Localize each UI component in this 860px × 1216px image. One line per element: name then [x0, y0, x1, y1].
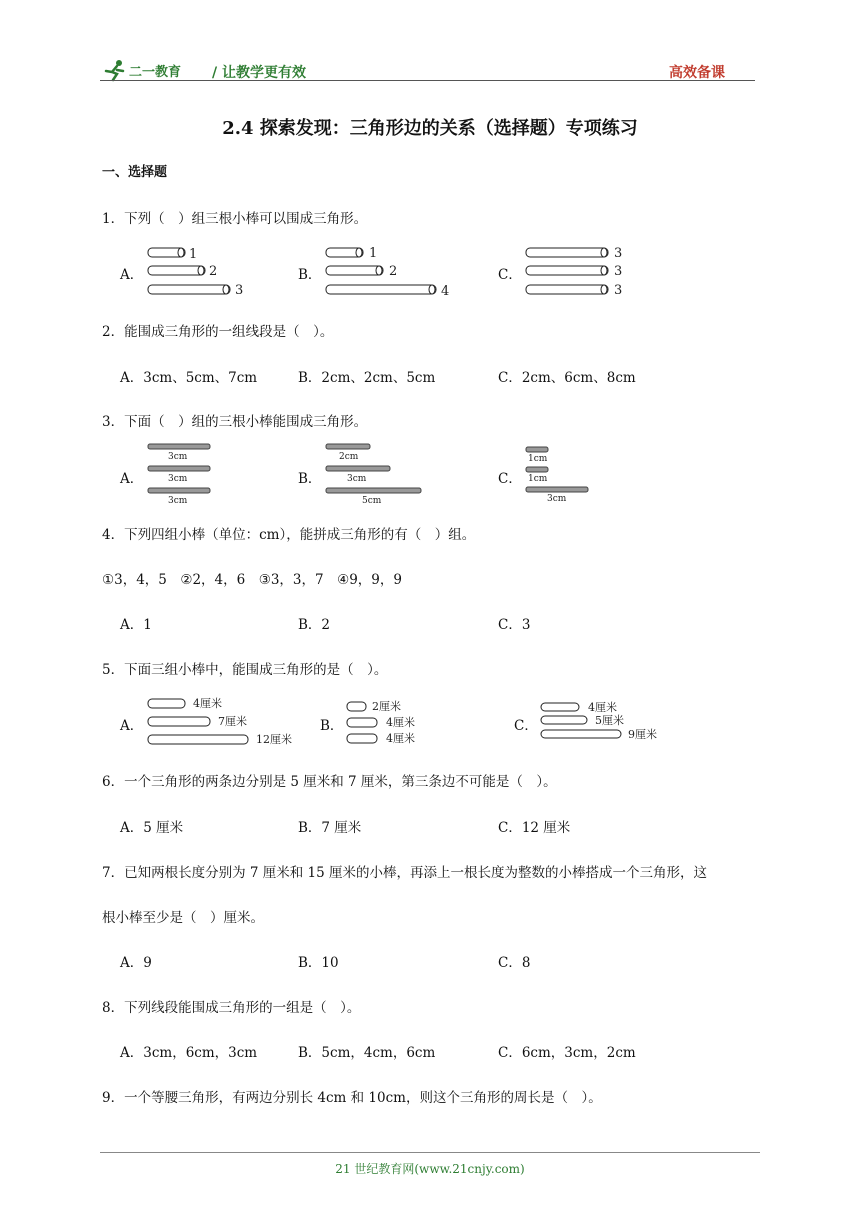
question-5: 5．下面三组小棒中，能围成三角形的是（ ）。: [102, 662, 388, 678]
q5-option-a[interactable]: A．: [120, 718, 144, 734]
q5-c-stick-1: [541, 703, 579, 711]
q5-b-stick-2: [347, 718, 377, 727]
question-9: 9．一个等腰三角形，有两边分别长 4cm 和 10cm，则这个三角形的周长是（ ）。: [102, 1090, 602, 1106]
q2-option-c[interactable]: C．2cm、6cm、8cm: [498, 370, 636, 386]
q3-option-c[interactable]: C．: [498, 471, 522, 487]
q5-b-label-3: 4厘米: [386, 732, 415, 745]
logo-text: 二一教育: [129, 64, 182, 80]
q8-option-b[interactable]: B．5cm，4cm，6cm: [298, 1045, 436, 1061]
q3-a-label-3: 3cm: [168, 496, 188, 506]
q2-option-b[interactable]: B．2cm、2cm、5cm: [298, 370, 436, 386]
question-4: 4．下列四组小棒（单位：cm），能拼成三角形的有（ ）组。: [102, 527, 476, 543]
q3-a-label-1: 3cm: [168, 452, 188, 462]
q1-c-label-2: 3: [614, 264, 623, 279]
q5-b-stick-1: [347, 702, 366, 711]
header-tagline: 高效备课: [669, 65, 725, 81]
question-1: 1．下列（ ）组三根小棒可以围成三角形。: [102, 211, 368, 227]
q5-a-stick-3: [148, 735, 248, 744]
q3-option-b[interactable]: B．: [298, 471, 322, 487]
q1-a-label-3: 3: [235, 283, 244, 298]
question-3: 3．下面（ ）组的三根小棒能围成三角形。: [102, 414, 368, 430]
q8-option-a[interactable]: A．3cm，6cm，3cm: [120, 1045, 258, 1061]
q1-a-label-1: 1: [189, 247, 198, 262]
question-8: 8．下列线段能围成三角形的一组是（ ）。: [102, 1000, 361, 1016]
q5-b-stick-3: [347, 734, 377, 743]
q4-option-a[interactable]: A．1: [120, 617, 152, 633]
q4-option-b[interactable]: B．2: [298, 617, 331, 633]
q1-c-label-1: 3: [614, 246, 623, 261]
q7-option-c[interactable]: C．8: [498, 955, 531, 971]
q5-a-label-3: 12厘米: [256, 733, 292, 746]
q3-b-label-2: 3cm: [347, 474, 367, 484]
question-6: 6．一个三角形的两条边分别是 5 厘米和 7 厘米，第三条边不可能是（ ）。: [102, 774, 557, 790]
question-7: 7．已知两根长度分别为 7 厘米和 15 厘米的小棒，再添上一根长度为整数的小棒搭成一个三角形，这: [102, 865, 708, 881]
q3-b-label-1: 2cm: [339, 452, 359, 462]
q6-option-c[interactable]: C．12 厘米: [498, 820, 571, 836]
page-title: 2.4 探索发现：三角形边的关系（选择题）专项练习: [222, 118, 638, 139]
q5-b-label-1: 2厘米: [372, 700, 401, 713]
footer-text[interactable]: 21 世纪教育网(www.21cnjy.com): [335, 1162, 525, 1176]
q7-option-a[interactable]: A．9: [120, 955, 152, 971]
q1-b-label-3: 4: [441, 284, 450, 299]
q1-option-c[interactable]: C．: [498, 267, 522, 283]
q3-c-label-1: 1cm: [528, 454, 548, 464]
q3-a-label-2: 3cm: [168, 474, 188, 484]
q1-a-label-2: 2: [209, 264, 218, 279]
q5-c-label-1: 4厘米: [588, 701, 617, 714]
q5-a-stick-1: [148, 699, 185, 708]
q5-c-label-3: 9厘米: [628, 728, 657, 741]
q5-option-c[interactable]: C．: [514, 718, 538, 734]
q3-c-label-3: 3cm: [547, 494, 567, 504]
footer-divider: [100, 1152, 760, 1153]
q3-b-label-3: 5cm: [362, 496, 382, 506]
q1-c-label-3: 3: [614, 283, 623, 298]
q5-a-label-2: 7厘米: [218, 715, 247, 728]
q6-option-b[interactable]: B．7 厘米: [298, 820, 362, 836]
q5-b-label-2: 4厘米: [386, 716, 415, 729]
section-heading: 一、选择题: [102, 165, 168, 180]
q5-c-stick-2: [541, 716, 587, 724]
q1-b-label-1: 1: [369, 246, 378, 261]
q5-c-label-2: 5厘米: [595, 714, 624, 727]
question-2: 2．能围成三角形的一组线段是（ ）。: [102, 324, 334, 340]
q1-option-a[interactable]: A．: [120, 267, 144, 283]
q3-c-label-2: 1cm: [528, 474, 548, 484]
q8-option-c[interactable]: C．6cm，3cm，2cm: [498, 1045, 636, 1061]
q2-option-a[interactable]: A．3cm、5cm、7cm: [120, 370, 258, 386]
q5-c-stick-3: [541, 730, 621, 738]
q6-option-a[interactable]: A．5 厘米: [120, 820, 184, 836]
header-slogan: / 让教学更有效: [212, 65, 306, 81]
question-4-groups: ①3，4，5 ②2，4，6 ③3，3，7 ④9，9，9: [102, 572, 402, 588]
question-7-continued: 根小棒至少是（ ）厘米。: [102, 910, 264, 926]
q5-a-label-1: 4厘米: [193, 697, 222, 710]
q1-option-b[interactable]: B．: [298, 267, 322, 283]
q3-option-a[interactable]: A．: [120, 471, 144, 487]
q1-b-label-2: 2: [389, 264, 398, 279]
q7-option-b[interactable]: B．10: [298, 955, 339, 971]
q4-option-c[interactable]: C．3: [498, 617, 531, 633]
q5-option-b[interactable]: B．: [320, 718, 344, 734]
q5-a-stick-2: [148, 717, 210, 726]
